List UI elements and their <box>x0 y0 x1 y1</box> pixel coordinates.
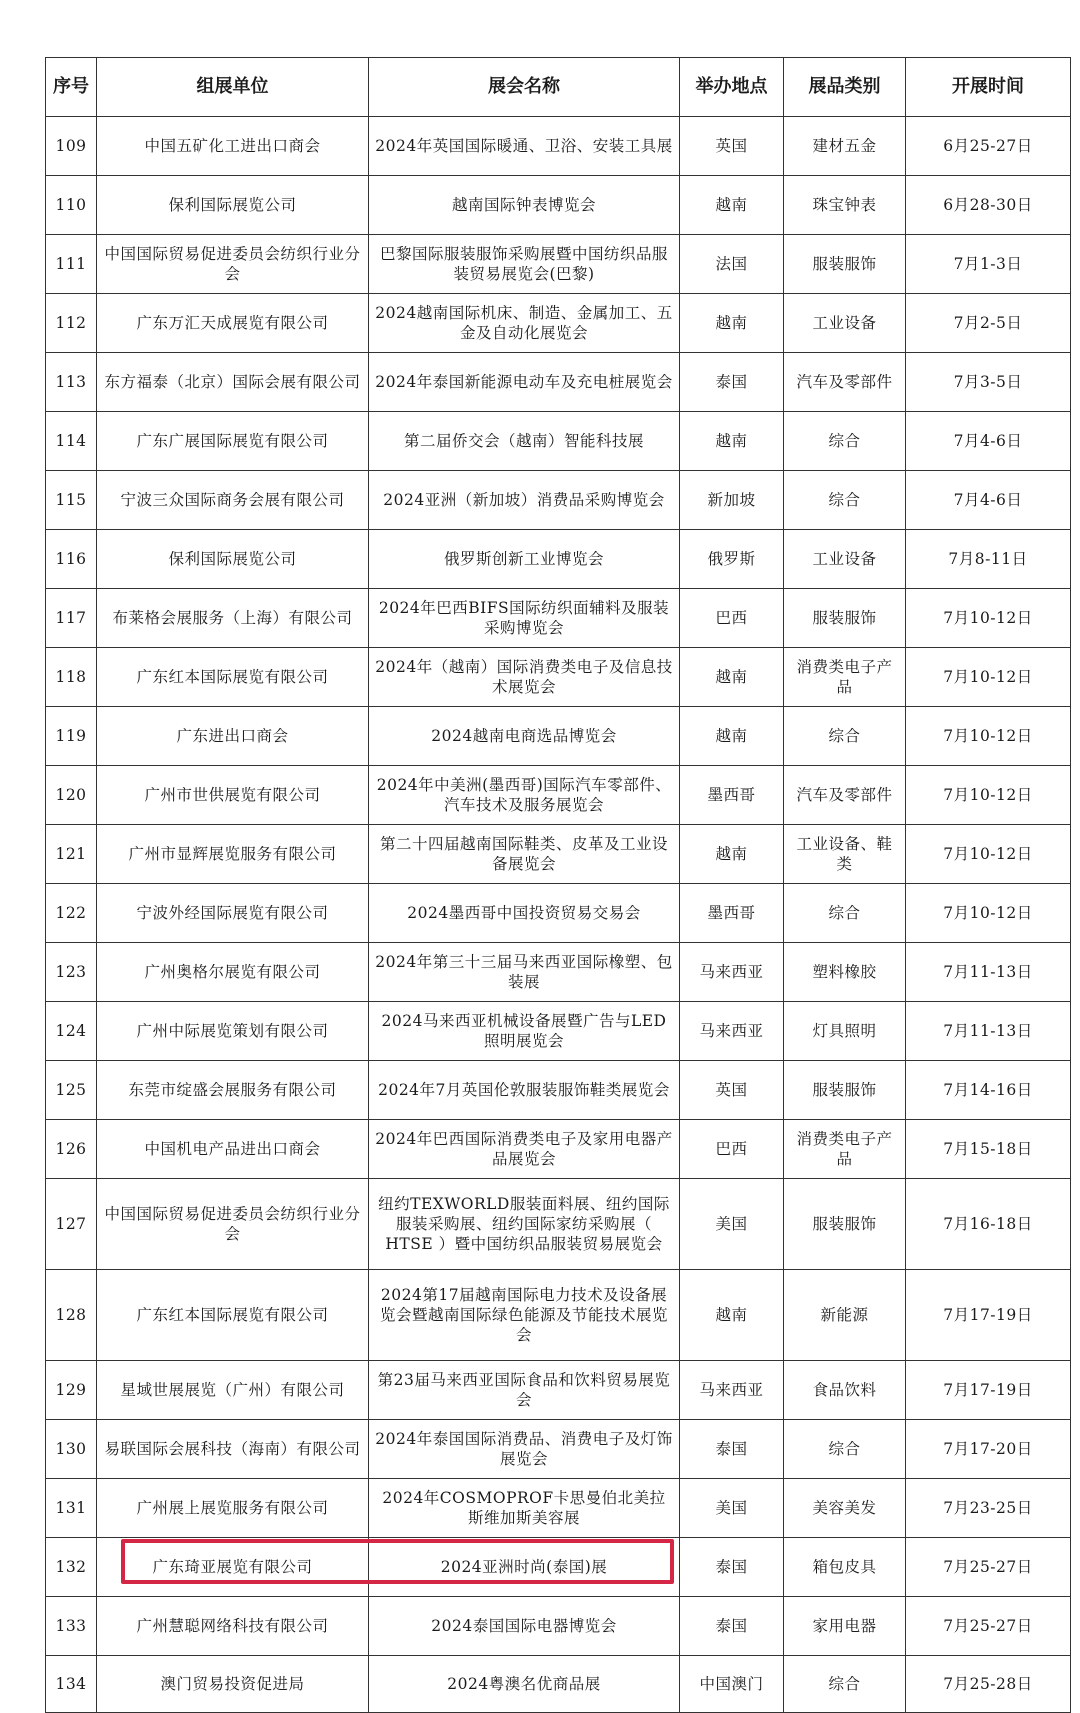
cell-date: 7月10-12日 <box>906 707 1071 766</box>
cell-category: 汽车及零部件 <box>784 353 906 412</box>
cell-exhibition-name: 2024年英国国际暖通、卫浴、安装工具展 <box>369 117 680 176</box>
cell-date: 7月25-28日 <box>906 1656 1071 1713</box>
cell-date: 7月10-12日 <box>906 884 1071 943</box>
cell-location: 越南 <box>680 648 784 707</box>
cell-organizer: 东莞市绽盛会展服务有限公司 <box>97 1061 369 1120</box>
cell-date: 7月4-6日 <box>906 471 1071 530</box>
cell-location: 越南 <box>680 825 784 884</box>
table-body <box>46 117 1071 1713</box>
cell-date: 6月25-27日 <box>906 117 1071 176</box>
cell-organizer: 东方福泰（北京）国际会展有限公司 <box>97 353 369 412</box>
cell-category: 塑料橡胶 <box>784 943 906 1002</box>
table-row <box>46 117 1071 176</box>
cell-organizer: 宁波三众国际商务会展有限公司 <box>97 471 369 530</box>
cell-serial: 129 <box>46 1361 97 1420</box>
cell-serial: 118 <box>46 648 97 707</box>
cell-location: 泰国 <box>680 1420 784 1479</box>
cell-location: 泰国 <box>680 1538 784 1597</box>
cell-category: 综合 <box>784 1656 906 1713</box>
cell-exhibition-name: 2024越南电商选品博览会 <box>369 707 680 766</box>
cell-organizer: 广州慧聪网络科技有限公司 <box>97 1597 369 1656</box>
table-row <box>46 1361 1071 1420</box>
cell-organizer: 中国国际贸易促进委员会纺织行业分会 <box>97 1179 369 1270</box>
cell-organizer: 广州展上展览服务有限公司 <box>97 1479 369 1538</box>
table-row <box>46 884 1071 943</box>
cell-category: 食品饮料 <box>784 1361 906 1420</box>
cell-exhibition-name: 越南国际钟表博览会 <box>369 176 680 235</box>
cell-date: 7月10-12日 <box>906 825 1071 884</box>
table-row <box>46 1597 1071 1656</box>
cell-date: 7月17-19日 <box>906 1361 1071 1420</box>
cell-date: 7月25-27日 <box>906 1538 1071 1597</box>
cell-date: 7月25-27日 <box>906 1597 1071 1656</box>
cell-serial: 114 <box>46 412 97 471</box>
cell-location: 俄罗斯 <box>680 530 784 589</box>
cell-exhibition-name: 2024年第三十三届马来西亚国际橡塑、包装展 <box>369 943 680 1002</box>
header-serial: 序号 <box>46 58 97 117</box>
cell-category: 消费类电子产品 <box>784 648 906 707</box>
cell-location: 马来西亚 <box>680 1002 784 1061</box>
cell-serial: 119 <box>46 707 97 766</box>
cell-category: 珠宝钟表 <box>784 176 906 235</box>
table-row <box>46 353 1071 412</box>
cell-category: 综合 <box>784 707 906 766</box>
cell-location: 马来西亚 <box>680 1361 784 1420</box>
cell-exhibition-name: 2024年巴西国际消费类电子及家用电器产品展览会 <box>369 1120 680 1179</box>
table-row <box>46 766 1071 825</box>
cell-serial: 133 <box>46 1597 97 1656</box>
table-row <box>46 648 1071 707</box>
table-row <box>46 1479 1071 1538</box>
cell-exhibition-name: 俄罗斯创新工业博览会 <box>369 530 680 589</box>
cell-organizer: 广东万汇天成展览有限公司 <box>97 294 369 353</box>
table-row <box>46 943 1071 1002</box>
cell-location: 英国 <box>680 1061 784 1120</box>
cell-location: 泰国 <box>680 353 784 412</box>
cell-serial: 121 <box>46 825 97 884</box>
cell-location: 美国 <box>680 1179 784 1270</box>
cell-organizer: 中国机电产品进出口商会 <box>97 1120 369 1179</box>
cell-location: 巴西 <box>680 1120 784 1179</box>
cell-date: 6月28-30日 <box>906 176 1071 235</box>
cell-date: 7月23-25日 <box>906 1479 1071 1538</box>
cell-location: 中国澳门 <box>680 1656 784 1713</box>
cell-serial: 126 <box>46 1120 97 1179</box>
cell-serial: 112 <box>46 294 97 353</box>
cell-serial: 116 <box>46 530 97 589</box>
cell-exhibition-name: 2024马来西亚机械设备展暨广告与LED照明展览会 <box>369 1002 680 1061</box>
cell-organizer: 星域世展展览（广州）有限公司 <box>97 1361 369 1420</box>
cell-location: 泰国 <box>680 1597 784 1656</box>
cell-serial: 132 <box>46 1538 97 1597</box>
table-row <box>46 1179 1071 1270</box>
cell-category: 服装服饰 <box>784 1179 906 1270</box>
cell-serial: 127 <box>46 1179 97 1270</box>
cell-exhibition-name: 2024泰国国际电器博览会 <box>369 1597 680 1656</box>
cell-serial: 120 <box>46 766 97 825</box>
cell-organizer: 宁波外经国际展览有限公司 <box>97 884 369 943</box>
table-row <box>46 825 1071 884</box>
cell-exhibition-name: 2024年COSMOPROF卡思曼伯北美拉斯维加斯美容展 <box>369 1479 680 1538</box>
cell-serial: 110 <box>46 176 97 235</box>
cell-serial: 109 <box>46 117 97 176</box>
cell-exhibition-name: 2024年（越南）国际消费类电子及信息技术展览会 <box>369 648 680 707</box>
cell-organizer: 广东广展国际展览有限公司 <box>97 412 369 471</box>
cell-organizer: 保利国际展览公司 <box>97 530 369 589</box>
cell-organizer: 广州市显辉展览服务有限公司 <box>97 825 369 884</box>
cell-date: 7月3-5日 <box>906 353 1071 412</box>
cell-exhibition-name: 2024年7月英国伦敦服装服饰鞋类展览会 <box>369 1061 680 1120</box>
cell-category: 工业设备 <box>784 530 906 589</box>
cell-location: 法国 <box>680 235 784 294</box>
table-row <box>46 471 1071 530</box>
cell-serial: 130 <box>46 1420 97 1479</box>
table-row <box>46 707 1071 766</box>
cell-date: 7月1-3日 <box>906 235 1071 294</box>
table-row <box>46 235 1071 294</box>
cell-organizer: 广东红本国际展览有限公司 <box>97 1270 369 1361</box>
cell-category: 新能源 <box>784 1270 906 1361</box>
table-row <box>46 530 1071 589</box>
cell-serial: 123 <box>46 943 97 1002</box>
cell-organizer: 中国国际贸易促进委员会纺织行业分会 <box>97 235 369 294</box>
cell-category: 消费类电子产品 <box>784 1120 906 1179</box>
cell-location: 美国 <box>680 1479 784 1538</box>
cell-exhibition-name: 第二届侨交会（越南）智能科技展 <box>369 412 680 471</box>
cell-organizer: 广东进出口商会 <box>97 707 369 766</box>
cell-exhibition-name: 2024年巴西BIFS国际纺织面辅料及服装采购博览会 <box>369 589 680 648</box>
cell-organizer: 广东琦亚展览有限公司 <box>97 1538 369 1597</box>
cell-category: 建材五金 <box>784 117 906 176</box>
table-header-row <box>46 58 1071 117</box>
table-row <box>46 1270 1071 1361</box>
cell-exhibition-name: 2024粤澳名优商品展 <box>369 1656 680 1713</box>
table-row <box>46 1120 1071 1179</box>
cell-exhibition-name: 2024墨西哥中国投资贸易交易会 <box>369 884 680 943</box>
cell-category: 家用电器 <box>784 1597 906 1656</box>
table-row <box>46 1656 1071 1713</box>
header-category: 展品类别 <box>784 58 906 117</box>
cell-location: 英国 <box>680 117 784 176</box>
cell-exhibition-name: 2024年泰国国际消费品、消费电子及灯饰展览会 <box>369 1420 680 1479</box>
cell-category: 综合 <box>784 471 906 530</box>
table-row <box>46 1002 1071 1061</box>
cell-date: 7月17-19日 <box>906 1270 1071 1361</box>
cell-serial: 117 <box>46 589 97 648</box>
cell-category: 服装服饰 <box>784 235 906 294</box>
header-organizer: 组展单位 <box>97 58 369 117</box>
header-location: 举办地点 <box>680 58 784 117</box>
cell-organizer: 澳门贸易投资促进局 <box>97 1656 369 1713</box>
cell-category: 综合 <box>784 412 906 471</box>
cell-date: 7月11-13日 <box>906 943 1071 1002</box>
cell-date: 7月2-5日 <box>906 294 1071 353</box>
cell-location: 马来西亚 <box>680 943 784 1002</box>
header-exhibition-name: 展会名称 <box>369 58 680 117</box>
cell-category: 综合 <box>784 1420 906 1479</box>
cell-serial: 125 <box>46 1061 97 1120</box>
cell-exhibition-name: 2024亚洲（新加坡）消费品采购博览会 <box>369 471 680 530</box>
cell-date: 7月10-12日 <box>906 589 1071 648</box>
cell-category: 服装服饰 <box>784 589 906 648</box>
cell-category: 汽车及零部件 <box>784 766 906 825</box>
table-row <box>46 412 1071 471</box>
cell-date: 7月11-13日 <box>906 1002 1071 1061</box>
cell-exhibition-name: 2024年中美洲(墨西哥)国际汽车零部件、汽车技术及服务展览会 <box>369 766 680 825</box>
table-row <box>46 1538 1071 1597</box>
cell-serial: 122 <box>46 884 97 943</box>
cell-category: 服装服饰 <box>784 1061 906 1120</box>
cell-exhibition-name: 2024亚洲时尚(泰国)展 <box>369 1538 680 1597</box>
cell-serial: 134 <box>46 1656 97 1713</box>
cell-serial: 124 <box>46 1002 97 1061</box>
cell-category: 综合 <box>784 884 906 943</box>
cell-date: 7月14-16日 <box>906 1061 1071 1120</box>
cell-serial: 131 <box>46 1479 97 1538</box>
cell-date: 7月8-11日 <box>906 530 1071 589</box>
cell-category: 工业设备、鞋类 <box>784 825 906 884</box>
cell-organizer: 布莱格会展服务（上海）有限公司 <box>97 589 369 648</box>
table-row <box>46 589 1071 648</box>
cell-organizer: 保利国际展览公司 <box>97 176 369 235</box>
cell-organizer: 广州市世供展览有限公司 <box>97 766 369 825</box>
cell-location: 新加坡 <box>680 471 784 530</box>
cell-serial: 128 <box>46 1270 97 1361</box>
exhibition-table <box>45 57 1071 1713</box>
cell-serial: 111 <box>46 235 97 294</box>
cell-exhibition-name: 第二十四届越南国际鞋类、皮革及工业设备展览会 <box>369 825 680 884</box>
cell-location: 越南 <box>680 707 784 766</box>
cell-date: 7月15-18日 <box>906 1120 1071 1179</box>
cell-date: 7月10-12日 <box>906 648 1071 707</box>
cell-category: 工业设备 <box>784 294 906 353</box>
cell-location: 越南 <box>680 1270 784 1361</box>
table-row <box>46 294 1071 353</box>
cell-organizer: 广州奥格尔展览有限公司 <box>97 943 369 1002</box>
cell-date: 7月4-6日 <box>906 412 1071 471</box>
cell-location: 越南 <box>680 176 784 235</box>
cell-date: 7月17-20日 <box>906 1420 1071 1479</box>
table-row <box>46 176 1071 235</box>
cell-location: 越南 <box>680 412 784 471</box>
cell-exhibition-name: 2024越南国际机床、制造、金属加工、五金及自动化展览会 <box>369 294 680 353</box>
cell-location: 巴西 <box>680 589 784 648</box>
table-row <box>46 1061 1071 1120</box>
cell-date: 7月16-18日 <box>906 1179 1071 1270</box>
cell-organizer: 中国五矿化工进出口商会 <box>97 117 369 176</box>
cell-serial: 115 <box>46 471 97 530</box>
cell-exhibition-name: 纽约TEXWORLD服装面料展、纽约国际服装采购展、纽约国际家纺采购展（ HTSE ）暨中国纺织品服装贸易展览会 <box>369 1179 680 1270</box>
cell-serial: 113 <box>46 353 97 412</box>
cell-exhibition-name: 2024第17届越南国际电力技术及设备展览会暨越南国际绿色能源及节能技术展览会 <box>369 1270 680 1361</box>
cell-location: 墨西哥 <box>680 766 784 825</box>
cell-location: 墨西哥 <box>680 884 784 943</box>
cell-category: 灯具照明 <box>784 1002 906 1061</box>
cell-organizer: 广东红本国际展览有限公司 <box>97 648 369 707</box>
cell-exhibition-name: 巴黎国际服装服饰采购展暨中国纺织品服装贸易展览会(巴黎) <box>369 235 680 294</box>
cell-exhibition-name: 第23届马来西亚国际食品和饮料贸易展览会 <box>369 1361 680 1420</box>
cell-location: 越南 <box>680 294 784 353</box>
cell-organizer: 广州中际展览策划有限公司 <box>97 1002 369 1061</box>
cell-organizer: 易联国际会展科技（海南）有限公司 <box>97 1420 369 1479</box>
table-row <box>46 1420 1071 1479</box>
cell-category: 美容美发 <box>784 1479 906 1538</box>
cell-category: 箱包皮具 <box>784 1538 906 1597</box>
cell-exhibition-name: 2024年泰国新能源电动车及充电桩展览会 <box>369 353 680 412</box>
cell-date: 7月10-12日 <box>906 766 1071 825</box>
header-date: 开展时间 <box>906 58 1071 117</box>
